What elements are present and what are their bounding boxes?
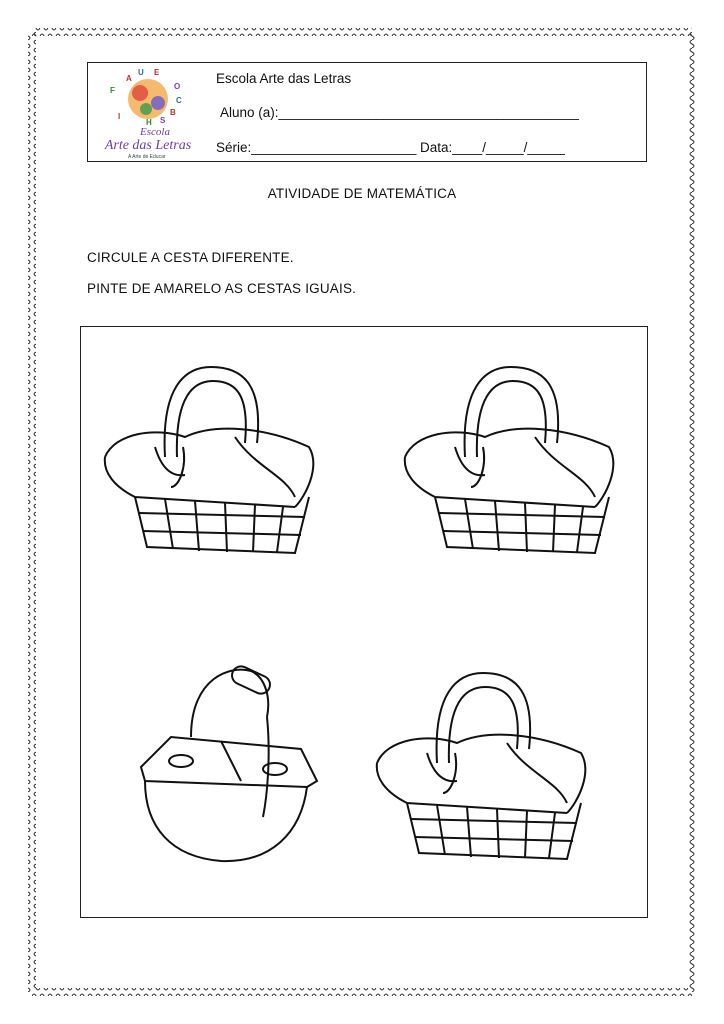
logo-wordmark-top: Escola [140, 126, 170, 138]
instruction-circle: CIRCULE A CESTA DIFERENTE. [87, 250, 294, 265]
baskets-image-box [80, 326, 648, 918]
wicker-basket-icon[interactable] [95, 347, 327, 559]
logo-tagline: A Arte de Educar [128, 154, 166, 160]
header-box [87, 62, 647, 162]
wicker-basket-icon[interactable] [395, 347, 627, 559]
logo-letter: H [146, 118, 152, 127]
logo-letter: C [176, 96, 182, 105]
logo-letter: I [118, 112, 121, 121]
logo-wordmark: Arte das Letras [104, 138, 192, 153]
logo-letter: A [126, 74, 132, 83]
instruction-paint: PINTE DE AMARELO AS CESTAS IGUAIS. [87, 281, 357, 296]
wicker-basket-icon[interactable] [367, 653, 599, 865]
school-logo-icon [88, 63, 208, 163]
logo-letter: E [154, 68, 160, 77]
school-name: Escola Arte das Letras [216, 71, 352, 86]
picnic-box-icon[interactable] [131, 657, 321, 867]
logo-letter: U [138, 68, 144, 77]
grade-field[interactable]: Série:______________________ [216, 140, 417, 155]
date-field[interactable]: Data:____/_____/_____ [420, 140, 565, 155]
student-name-field[interactable]: Aluno (a):________________________________________ [220, 105, 579, 120]
logo-letter: B [170, 108, 176, 117]
logo-letter: F [110, 86, 115, 95]
activity-title: ATIVIDADE DE MATEMÁTICA [267, 186, 457, 201]
logo-letter: O [174, 82, 181, 91]
logo-letter: S [160, 116, 166, 125]
